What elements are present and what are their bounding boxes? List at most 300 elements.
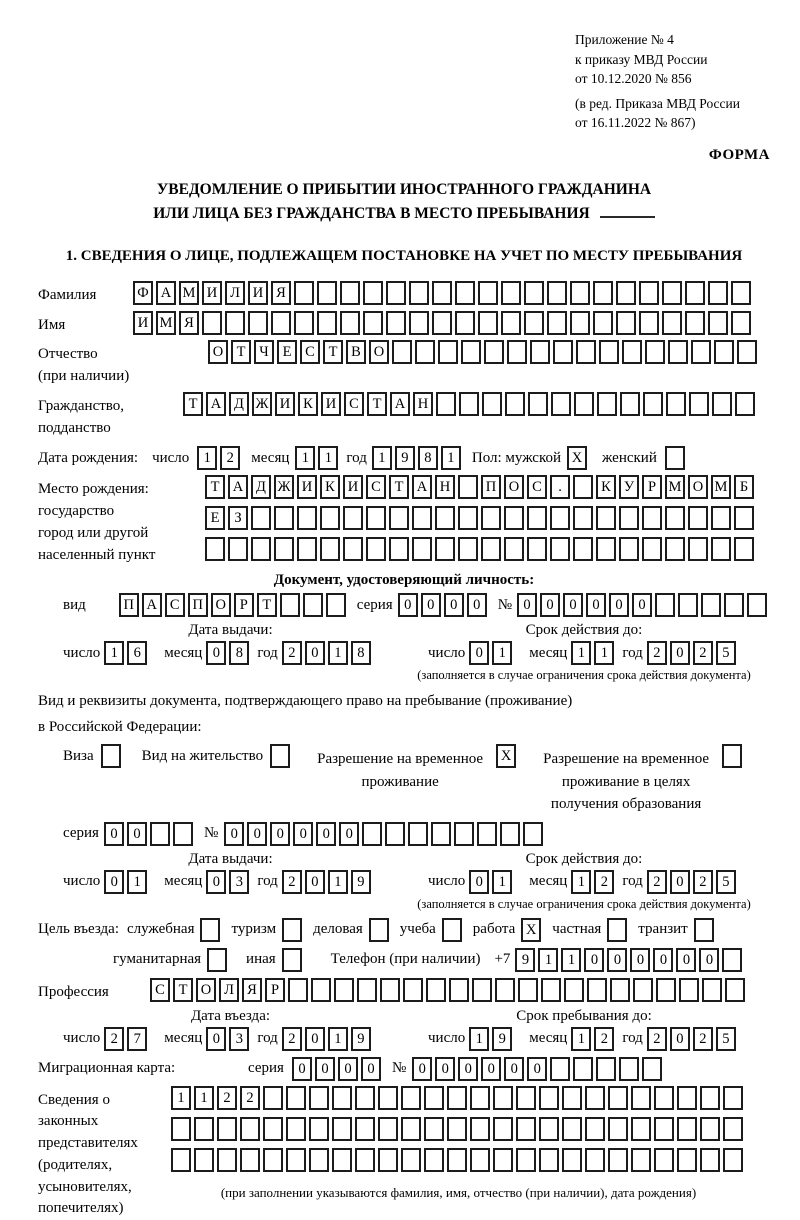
char-box[interactable]: Я (179, 311, 199, 335)
birth-month-boxes[interactable] (295, 446, 341, 470)
char-box[interactable] (317, 311, 337, 335)
char-box[interactable] (654, 1117, 674, 1141)
char-box[interactable] (523, 822, 543, 846)
char-box[interactable] (280, 593, 300, 617)
char-box[interactable] (294, 311, 314, 335)
char-box[interactable] (633, 978, 653, 1002)
char-box[interactable] (608, 1086, 628, 1110)
char-box[interactable]: 1 (127, 870, 147, 894)
char-box[interactable] (378, 1148, 398, 1172)
char-box[interactable] (409, 281, 429, 305)
char-box[interactable]: 0 (292, 1057, 312, 1081)
char-box[interactable]: X (521, 918, 541, 942)
char-box[interactable] (240, 1117, 260, 1141)
char-box[interactable] (700, 1148, 720, 1172)
char-box[interactable] (737, 340, 757, 364)
char-box[interactable] (251, 506, 271, 530)
char-box[interactable] (701, 593, 721, 617)
char-box[interactable] (194, 1117, 214, 1141)
doc-number-boxes[interactable] (517, 593, 770, 617)
char-box[interactable] (573, 537, 593, 561)
char-box[interactable] (731, 311, 751, 335)
char-box[interactable] (642, 537, 662, 561)
char-box[interactable]: В (346, 340, 366, 364)
char-box[interactable]: 2 (594, 1027, 614, 1051)
char-box[interactable] (539, 1117, 559, 1141)
char-box[interactable] (343, 506, 363, 530)
char-box[interactable] (320, 537, 340, 561)
char-box[interactable]: 0 (270, 822, 290, 846)
char-box[interactable] (297, 506, 317, 530)
char-box[interactable]: 9 (492, 1027, 512, 1051)
char-box[interactable]: Я (242, 978, 262, 1002)
char-box[interactable]: 8 (351, 641, 371, 665)
char-box[interactable]: 0 (676, 948, 696, 972)
char-box[interactable] (599, 340, 619, 364)
char-box[interactable]: О (369, 340, 389, 364)
char-box[interactable] (570, 311, 590, 335)
char-box[interactable]: Е (205, 506, 225, 530)
char-box[interactable]: И (275, 392, 295, 416)
char-box[interactable]: О (688, 475, 708, 499)
char-box[interactable]: Д (251, 475, 271, 499)
char-box[interactable]: А (412, 475, 432, 499)
char-box[interactable]: 0 (563, 593, 583, 617)
char-box[interactable] (470, 1148, 490, 1172)
char-box[interactable] (607, 918, 627, 942)
char-box[interactable]: 0 (609, 593, 629, 617)
char-box[interactable]: С (165, 593, 185, 617)
char-box[interactable]: 1 (469, 1027, 489, 1051)
char-box[interactable] (665, 446, 685, 470)
sex-female-checkbox[interactable] (665, 446, 688, 470)
char-box[interactable] (573, 1057, 593, 1081)
char-box[interactable] (654, 1148, 674, 1172)
char-box[interactable]: 2 (693, 641, 713, 665)
char-box[interactable]: Д (229, 392, 249, 416)
char-box[interactable] (332, 1086, 352, 1110)
char-box[interactable] (481, 506, 501, 530)
char-box[interactable]: Т (367, 392, 387, 416)
birth-year-boxes[interactable] (372, 446, 464, 470)
char-box[interactable]: Ф (133, 281, 153, 305)
char-box[interactable] (340, 311, 360, 335)
entry-day-boxes[interactable] (104, 1027, 150, 1051)
char-box[interactable] (524, 311, 544, 335)
char-box[interactable]: К (298, 392, 318, 416)
char-box[interactable] (493, 1086, 513, 1110)
char-box[interactable]: 0 (206, 641, 226, 665)
char-box[interactable] (685, 281, 705, 305)
sex-male-checkbox[interactable] (567, 446, 590, 470)
purpose-official-checkbox[interactable] (200, 918, 223, 942)
char-box[interactable] (688, 506, 708, 530)
char-box[interactable] (553, 340, 573, 364)
char-box[interactable]: П (481, 475, 501, 499)
purpose-tourism-checkbox[interactable] (282, 918, 305, 942)
char-box[interactable] (645, 340, 665, 364)
char-box[interactable] (200, 918, 220, 942)
char-box[interactable] (501, 311, 521, 335)
doc-expiry-year-boxes[interactable] (647, 641, 739, 665)
char-box[interactable]: 0 (206, 1027, 226, 1051)
char-box[interactable] (587, 978, 607, 1002)
char-box[interactable]: 2 (693, 1027, 713, 1051)
char-box[interactable] (274, 537, 294, 561)
char-box[interactable]: 0 (305, 870, 325, 894)
char-box[interactable] (731, 281, 751, 305)
purpose-humanitarian-checkbox[interactable] (207, 948, 230, 972)
char-box[interactable] (309, 1117, 329, 1141)
char-box[interactable] (619, 1057, 639, 1081)
char-box[interactable] (550, 506, 570, 530)
char-box[interactable] (171, 1148, 191, 1172)
char-box[interactable] (528, 392, 548, 416)
char-box[interactable]: О (211, 593, 231, 617)
char-box[interactable] (722, 948, 742, 972)
char-box[interactable] (516, 1086, 536, 1110)
char-box[interactable]: 0 (467, 593, 487, 617)
char-box[interactable]: 0 (361, 1057, 381, 1081)
char-box[interactable]: И (133, 311, 153, 335)
char-box[interactable]: Ч (254, 340, 274, 364)
char-box[interactable] (436, 392, 456, 416)
char-box[interactable]: 2 (240, 1086, 260, 1110)
char-box[interactable] (385, 822, 405, 846)
phone-boxes[interactable] (515, 948, 745, 972)
char-box[interactable]: Л (225, 281, 245, 305)
char-box[interactable] (654, 1086, 674, 1110)
char-box[interactable] (481, 537, 501, 561)
char-box[interactable]: 2 (594, 870, 614, 894)
char-box[interactable] (455, 281, 475, 305)
char-box[interactable]: 6 (127, 641, 147, 665)
char-box[interactable]: 2 (647, 1027, 667, 1051)
char-box[interactable]: И (321, 392, 341, 416)
char-box[interactable]: Р (234, 593, 254, 617)
purpose-transit-checkbox[interactable] (694, 918, 717, 942)
char-box[interactable]: С (344, 392, 364, 416)
char-box[interactable] (723, 1148, 743, 1172)
char-box[interactable]: 1 (328, 870, 348, 894)
char-box[interactable]: 1 (571, 1027, 591, 1051)
char-box[interactable] (412, 537, 432, 561)
char-box[interactable] (270, 744, 290, 768)
char-box[interactable]: 1 (571, 641, 591, 665)
char-box[interactable] (585, 1117, 605, 1141)
char-box[interactable]: 1 (328, 1027, 348, 1051)
char-box[interactable] (366, 537, 386, 561)
visa-checkbox[interactable] (101, 744, 124, 768)
char-box[interactable] (643, 392, 663, 416)
char-box[interactable]: 1 (441, 446, 461, 470)
char-box[interactable]: Т (231, 340, 251, 364)
char-box[interactable]: Е (277, 340, 297, 364)
char-box[interactable] (194, 1148, 214, 1172)
char-box[interactable]: И (202, 281, 222, 305)
char-box[interactable] (685, 311, 705, 335)
char-box[interactable] (401, 1148, 421, 1172)
char-box[interactable] (694, 918, 714, 942)
char-box[interactable] (401, 1086, 421, 1110)
doc-issue-year-boxes[interactable] (282, 641, 374, 665)
char-box[interactable]: 0 (339, 822, 359, 846)
char-box[interactable] (550, 537, 570, 561)
char-box[interactable] (282, 948, 302, 972)
char-box[interactable] (688, 537, 708, 561)
char-box[interactable] (332, 1148, 352, 1172)
char-box[interactable] (708, 311, 728, 335)
char-box[interactable] (507, 340, 527, 364)
char-box[interactable] (666, 392, 686, 416)
char-box[interactable] (389, 537, 409, 561)
char-box[interactable] (495, 978, 515, 1002)
char-box[interactable] (470, 1117, 490, 1141)
char-box[interactable]: 0 (435, 1057, 455, 1081)
char-box[interactable]: 9 (351, 870, 371, 894)
char-box[interactable]: 0 (670, 641, 690, 665)
char-box[interactable] (562, 1117, 582, 1141)
char-box[interactable] (585, 1148, 605, 1172)
char-box[interactable] (274, 506, 294, 530)
char-box[interactable] (516, 1148, 536, 1172)
char-box[interactable] (616, 311, 636, 335)
char-box[interactable] (734, 537, 754, 561)
char-box[interactable] (478, 281, 498, 305)
char-box[interactable]: 9 (395, 446, 415, 470)
char-box[interactable]: 0 (481, 1057, 501, 1081)
char-box[interactable]: Л (219, 978, 239, 1002)
char-box[interactable]: У (619, 475, 639, 499)
char-box[interactable] (679, 978, 699, 1002)
char-box[interactable] (700, 1086, 720, 1110)
char-box[interactable]: 0 (224, 822, 244, 846)
char-box[interactable] (570, 281, 590, 305)
char-box[interactable] (702, 978, 722, 1002)
char-box[interactable]: 1 (594, 641, 614, 665)
char-box[interactable]: 1 (194, 1086, 214, 1110)
char-box[interactable]: 2 (104, 1027, 124, 1051)
char-box[interactable] (714, 340, 734, 364)
char-box[interactable]: 1 (561, 948, 581, 972)
char-box[interactable]: О (504, 475, 524, 499)
char-box[interactable]: 2 (282, 870, 302, 894)
char-box[interactable] (286, 1117, 306, 1141)
temporary-permit-checkbox[interactable] (496, 744, 519, 768)
char-box[interactable] (723, 1117, 743, 1141)
char-box[interactable] (597, 392, 617, 416)
char-box[interactable] (424, 1117, 444, 1141)
char-box[interactable] (340, 281, 360, 305)
char-box[interactable]: Н (413, 392, 433, 416)
char-box[interactable]: 8 (229, 641, 249, 665)
char-box[interactable]: И (248, 281, 268, 305)
char-box[interactable] (747, 593, 767, 617)
char-box[interactable]: 0 (653, 948, 673, 972)
char-box[interactable] (378, 1117, 398, 1141)
char-box[interactable] (596, 506, 616, 530)
char-box[interactable]: С (527, 475, 547, 499)
char-box[interactable]: 0 (444, 593, 464, 617)
char-box[interactable]: 1 (318, 446, 338, 470)
char-box[interactable] (386, 311, 406, 335)
char-box[interactable]: 0 (584, 948, 604, 972)
permit-number-boxes[interactable] (224, 822, 546, 846)
char-box[interactable] (286, 1086, 306, 1110)
char-box[interactable] (380, 978, 400, 1002)
char-box[interactable] (424, 1086, 444, 1110)
char-box[interactable] (677, 1086, 697, 1110)
char-box[interactable] (228, 537, 248, 561)
char-box[interactable] (426, 978, 446, 1002)
char-box[interactable]: 0 (586, 593, 606, 617)
char-box[interactable]: 0 (316, 822, 336, 846)
char-box[interactable] (550, 1057, 570, 1081)
char-box[interactable]: 0 (247, 822, 267, 846)
char-box[interactable] (392, 340, 412, 364)
char-box[interactable] (150, 822, 170, 846)
char-box[interactable]: Б (734, 475, 754, 499)
char-box[interactable] (263, 1117, 283, 1141)
char-box[interactable]: 1 (372, 446, 392, 470)
char-box[interactable] (435, 506, 455, 530)
char-box[interactable] (539, 1086, 559, 1110)
birthplace-row3-boxes[interactable] (205, 537, 757, 561)
char-box[interactable]: Т (389, 475, 409, 499)
purpose-work-checkbox[interactable] (521, 918, 544, 942)
char-box[interactable] (596, 537, 616, 561)
char-box[interactable]: З (228, 506, 248, 530)
char-box[interactable]: 0 (104, 870, 124, 894)
char-box[interactable]: 3 (229, 1027, 249, 1051)
char-box[interactable]: А (390, 392, 410, 416)
char-box[interactable] (424, 1148, 444, 1172)
char-box[interactable]: 0 (699, 948, 719, 972)
char-box[interactable] (655, 593, 675, 617)
char-box[interactable] (431, 822, 451, 846)
char-box[interactable] (516, 1117, 536, 1141)
char-box[interactable] (207, 948, 227, 972)
char-box[interactable] (369, 918, 389, 942)
char-box[interactable]: 3 (229, 870, 249, 894)
char-box[interactable]: 0 (315, 1057, 335, 1081)
char-box[interactable] (408, 822, 428, 846)
char-box[interactable] (668, 340, 688, 364)
char-box[interactable] (343, 537, 363, 561)
char-box[interactable] (596, 1057, 616, 1081)
char-box[interactable] (317, 281, 337, 305)
char-box[interactable] (639, 311, 659, 335)
char-box[interactable] (458, 506, 478, 530)
char-box[interactable]: Т (323, 340, 343, 364)
char-box[interactable]: 0 (607, 948, 627, 972)
char-box[interactable] (484, 340, 504, 364)
char-box[interactable]: П (119, 593, 139, 617)
char-box[interactable] (363, 281, 383, 305)
char-box[interactable]: . (550, 475, 570, 499)
char-box[interactable]: А (142, 593, 162, 617)
char-box[interactable] (458, 537, 478, 561)
char-box[interactable] (217, 1117, 237, 1141)
doc-type-boxes[interactable] (119, 593, 349, 617)
citizenship-boxes[interactable] (183, 392, 758, 416)
char-box[interactable] (619, 537, 639, 561)
char-box[interactable] (401, 1117, 421, 1141)
char-box[interactable] (639, 281, 659, 305)
char-box[interactable] (202, 311, 222, 335)
permit-issue-month-boxes[interactable] (206, 870, 252, 894)
doc-issue-month-boxes[interactable] (206, 641, 252, 665)
char-box[interactable] (622, 340, 642, 364)
char-box[interactable] (610, 978, 630, 1002)
char-box[interactable]: 0 (670, 1027, 690, 1051)
char-box[interactable]: X (567, 446, 587, 470)
char-box[interactable] (355, 1148, 375, 1172)
doc-expiry-day-boxes[interactable] (469, 641, 515, 665)
char-box[interactable]: С (366, 475, 386, 499)
char-box[interactable] (454, 822, 474, 846)
char-box[interactable] (631, 1117, 651, 1141)
char-box[interactable]: 0 (338, 1057, 358, 1081)
char-box[interactable] (562, 1086, 582, 1110)
char-box[interactable] (297, 537, 317, 561)
char-box[interactable] (505, 392, 525, 416)
char-box[interactable]: 0 (517, 593, 537, 617)
char-box[interactable] (725, 978, 745, 1002)
surname-boxes[interactable] (133, 281, 754, 305)
char-box[interactable] (734, 506, 754, 530)
char-box[interactable] (539, 1148, 559, 1172)
char-box[interactable]: 0 (104, 822, 124, 846)
char-box[interactable] (461, 340, 481, 364)
char-box[interactable]: 0 (293, 822, 313, 846)
char-box[interactable] (447, 1086, 467, 1110)
patronymic-boxes[interactable] (208, 340, 760, 364)
char-box[interactable] (691, 340, 711, 364)
char-box[interactable]: 2 (693, 870, 713, 894)
char-box[interactable] (403, 978, 423, 1002)
char-box[interactable] (547, 281, 567, 305)
char-box[interactable] (363, 311, 383, 335)
char-box[interactable] (593, 311, 613, 335)
char-box[interactable] (724, 593, 744, 617)
char-box[interactable]: О (208, 340, 228, 364)
char-box[interactable] (320, 506, 340, 530)
representatives-row1-boxes[interactable] (171, 1086, 746, 1110)
char-box[interactable] (205, 537, 225, 561)
char-box[interactable]: 1 (538, 948, 558, 972)
char-box[interactable]: Т (183, 392, 203, 416)
char-box[interactable] (551, 392, 571, 416)
char-box[interactable] (101, 744, 121, 768)
permit-expiry-day-boxes[interactable] (469, 870, 515, 894)
char-box[interactable]: Т (173, 978, 193, 1002)
char-box[interactable] (442, 918, 462, 942)
representatives-row3-boxes[interactable] (171, 1148, 746, 1172)
permit-expiry-year-boxes[interactable] (647, 870, 739, 894)
char-box[interactable] (518, 978, 538, 1002)
char-box[interactable] (477, 822, 497, 846)
char-box[interactable] (616, 281, 636, 305)
char-box[interactable] (608, 1117, 628, 1141)
char-box[interactable]: Р (265, 978, 285, 1002)
char-box[interactable] (711, 506, 731, 530)
char-box[interactable] (527, 506, 547, 530)
char-box[interactable]: 0 (504, 1057, 524, 1081)
profession-boxes[interactable] (150, 978, 748, 1002)
char-box[interactable]: И (297, 475, 317, 499)
char-box[interactable] (631, 1086, 651, 1110)
